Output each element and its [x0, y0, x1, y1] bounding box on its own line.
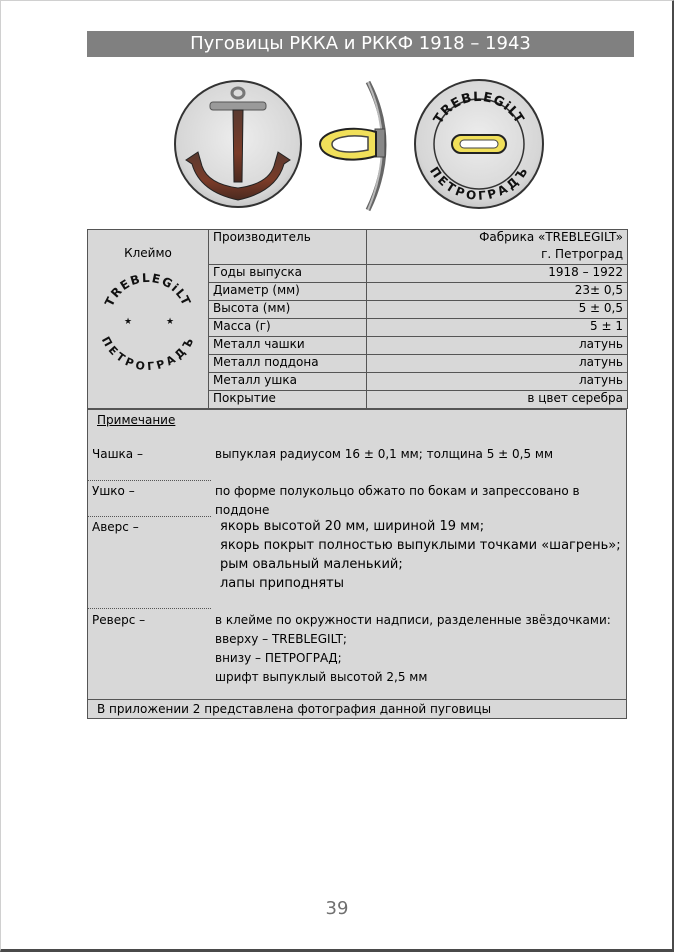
svg-text:ПЕТРОГРАДЪ: ПЕТРОГРАДЪ	[427, 164, 531, 203]
stamp-header: Клеймо	[124, 246, 172, 260]
note-divider	[88, 516, 211, 517]
spec-label: Металл чашки	[209, 337, 367, 355]
spec-value: в цвет серебра	[367, 391, 628, 409]
button-side-image	[320, 82, 385, 210]
note-divider	[88, 480, 211, 481]
spec-label: Высота (мм)	[209, 301, 367, 319]
page-number: 39	[325, 898, 349, 919]
spec-label: Металл ушка	[209, 373, 367, 391]
button-illustration	[170, 72, 550, 217]
stamp-cell	[88, 230, 209, 409]
note-key-obverse: Аверс –	[92, 520, 139, 534]
spec-value: 1918 – 1922	[367, 265, 628, 283]
stamp-image	[96, 266, 200, 370]
svg-text:TREBLEGiLT: TREBLEGiLT	[431, 89, 527, 127]
note-key-reverse: Реверс –	[92, 613, 146, 627]
spec-label: Годы выпуска	[209, 265, 367, 283]
svg-text:TREBLEGiLT: TREBLEGiLT	[102, 270, 194, 309]
page-title: Пуговицы РККА и РККФ 1918 – 1943	[87, 31, 634, 57]
spec-label: Покрытие	[209, 391, 367, 409]
button-back-image	[415, 80, 543, 208]
note-text-cup: выпуклая радиусом 16 ± 0,1 мм; толщина 5 ± 0,5 мм	[215, 447, 554, 461]
specification-table	[87, 229, 628, 409]
spec-label	[209, 247, 367, 265]
spec-value: 5 ± 1	[367, 319, 628, 337]
spec-value: Фабрика «TREBLEGILT»	[367, 230, 628, 248]
note-divider	[88, 608, 211, 609]
note-text-obverse: якорь высотой 20 мм, шириной 19 мм; якорь покрыт полностью выпуклыми точками «шагрень»; рым овальный маленький; лапы приподняты	[220, 519, 621, 591]
spec-value: латунь	[367, 355, 628, 373]
notes-footer: В приложении 2 представлена фотография данной пуговицы	[88, 699, 626, 719]
spec-label: Производитель	[209, 230, 367, 248]
spec-value: латунь	[367, 373, 628, 391]
notes-title: Примечание	[97, 413, 176, 427]
svg-text:ПЕТРОГРАДЪ: ПЕТРОГРАДЪ	[98, 334, 198, 370]
spec-label: Металл поддона	[209, 355, 367, 373]
spec-value: 23± 0,5	[367, 283, 628, 301]
spec-value: 5 ± 0,5	[367, 301, 628, 319]
notes-section	[87, 409, 627, 719]
note-key-cup: Чашка –	[92, 447, 143, 461]
spec-label: Диаметр (мм)	[209, 283, 367, 301]
button-front-image	[175, 81, 301, 207]
spec-value: латунь	[367, 337, 628, 355]
note-text-shank: по форме полукольцо обжато по бокам и запрессовано в поддоне	[215, 484, 580, 517]
note-text-reverse: в клейме по окружности надписи, разделенные звёздочками: вверху – TREBLEGILT; внизу – ПЕТРОГРАД; шрифт выпуклый высотой 2,5 мм	[215, 613, 611, 684]
spec-value: г. Петроград	[367, 247, 628, 265]
note-key-shank: Ушко –	[92, 484, 135, 498]
star-icon: ★	[166, 317, 175, 327]
star-icon: ★	[124, 317, 133, 327]
spec-label: Масса (г)	[209, 319, 367, 337]
